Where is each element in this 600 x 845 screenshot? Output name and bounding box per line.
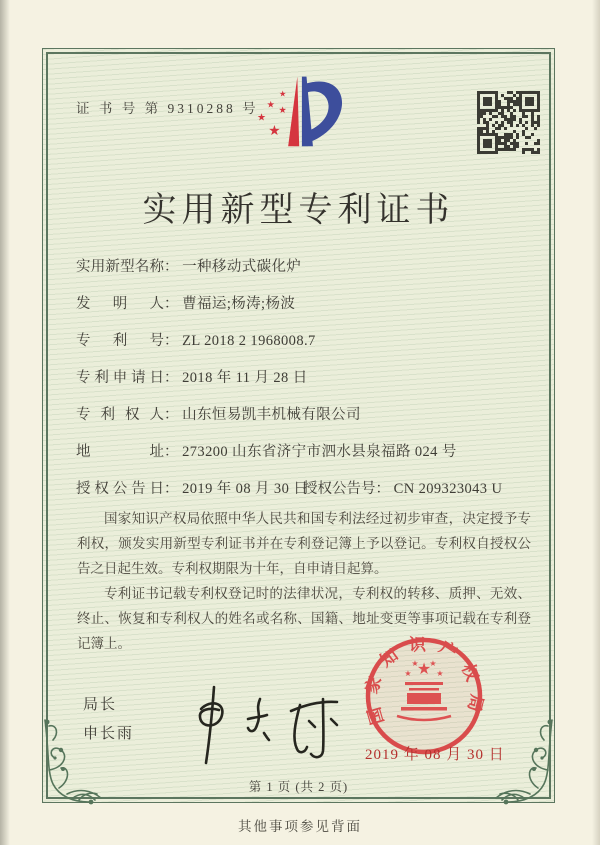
field-row-filing-date <box>76 366 536 390</box>
qr-code <box>477 91 540 154</box>
seal-date: 2019 年 08 月 30 日 <box>365 747 505 763</box>
certificate-number: 证 书 号 第 9310288 号 <box>76 101 259 116</box>
field-grant-number <box>303 477 502 501</box>
signer-block <box>83 691 134 749</box>
field-label: 授权公告号 <box>303 481 376 497</box>
scan-shadow-right <box>592 0 600 845</box>
field-label: 专利权人 <box>76 407 164 423</box>
field-value: 一种移动式碳化炉 <box>182 259 302 275</box>
svg-text:★: ★ <box>411 659 419 668</box>
page-number: 第 1 页 (共 2 页) <box>248 780 349 794</box>
field-label: 授权公告日 <box>76 481 164 497</box>
field-row-address <box>76 440 536 464</box>
field-value: 2019 年 08 月 30 日 <box>182 481 309 497</box>
field-row-patent-number <box>76 329 536 353</box>
body-paragraph: 专利证书记载专利权登记时的法律状况，专利权的转移、质押、无效、终止、恢复和专利权人的姓名或名称、国籍、地址变更等事项记载在专利登记簿上。 <box>77 586 531 651</box>
svg-text:★: ★ <box>404 669 412 678</box>
signer-title: 局长 <box>83 697 118 713</box>
field-row-patentee <box>76 403 536 427</box>
colon: ： <box>164 407 179 423</box>
field-value: 273200 山东省济宁市泗水县泉福路 024 号 <box>182 444 457 460</box>
field-value: ZL 2018 2 1968008.7 <box>182 333 316 349</box>
colon: ： <box>164 333 179 349</box>
field-value: 山东恒易凯丰机械有限公司 <box>182 407 361 423</box>
field-value: 2018 年 11 月 28 日 <box>182 370 308 386</box>
colon: ： <box>164 481 179 497</box>
svg-text:★: ★ <box>416 659 432 678</box>
field-label: 发明人 <box>76 296 164 312</box>
certificate-title: 实用新型专利证书 <box>142 192 455 229</box>
field-label: 实用新型名称 <box>76 259 164 275</box>
field-value: 曹福运;杨涛;杨波 <box>182 296 296 312</box>
svg-text:★: ★ <box>278 88 287 99</box>
colon: ： <box>375 481 390 497</box>
footer-note: 其他事项参见背面 <box>238 819 362 834</box>
field-list <box>76 255 536 514</box>
cnipa-logo-icon <box>246 67 356 165</box>
body-paragraph: 国家知识产权局依照中华人民共和国专利法经过初步审查，决定授予专利权，颁发实用新型专利证书并在专利登记簿上予以登记。专利权自授权公告之日起生效。专利权期限为十年，自申请日起算。 <box>77 511 531 576</box>
colon: ： <box>164 370 179 386</box>
svg-text:★: ★ <box>436 669 444 678</box>
seal-org-text: 国家知识产权局 <box>361 635 487 727</box>
signer-name: 申长雨 <box>83 726 135 742</box>
field-label: 专利申请日 <box>76 370 164 386</box>
svg-text:★: ★ <box>278 105 287 117</box>
field-row-patent-name <box>76 255 536 279</box>
colon: ： <box>164 444 179 460</box>
field-label: 地址 <box>76 444 164 460</box>
svg-text:★: ★ <box>268 123 281 140</box>
svg-text:★: ★ <box>266 99 275 111</box>
svg-text:★: ★ <box>429 659 437 668</box>
svg-text:★: ★ <box>257 112 267 124</box>
field-row-inventors <box>76 292 536 316</box>
colon: ： <box>164 296 179 312</box>
colon: ： <box>164 259 179 275</box>
field-label: 专利号 <box>76 333 164 349</box>
scan-shadow-left <box>0 0 10 845</box>
certificate-frame <box>42 48 555 803</box>
field-value: CN 209323043 U <box>393 481 503 497</box>
field-row-grant <box>76 477 536 501</box>
